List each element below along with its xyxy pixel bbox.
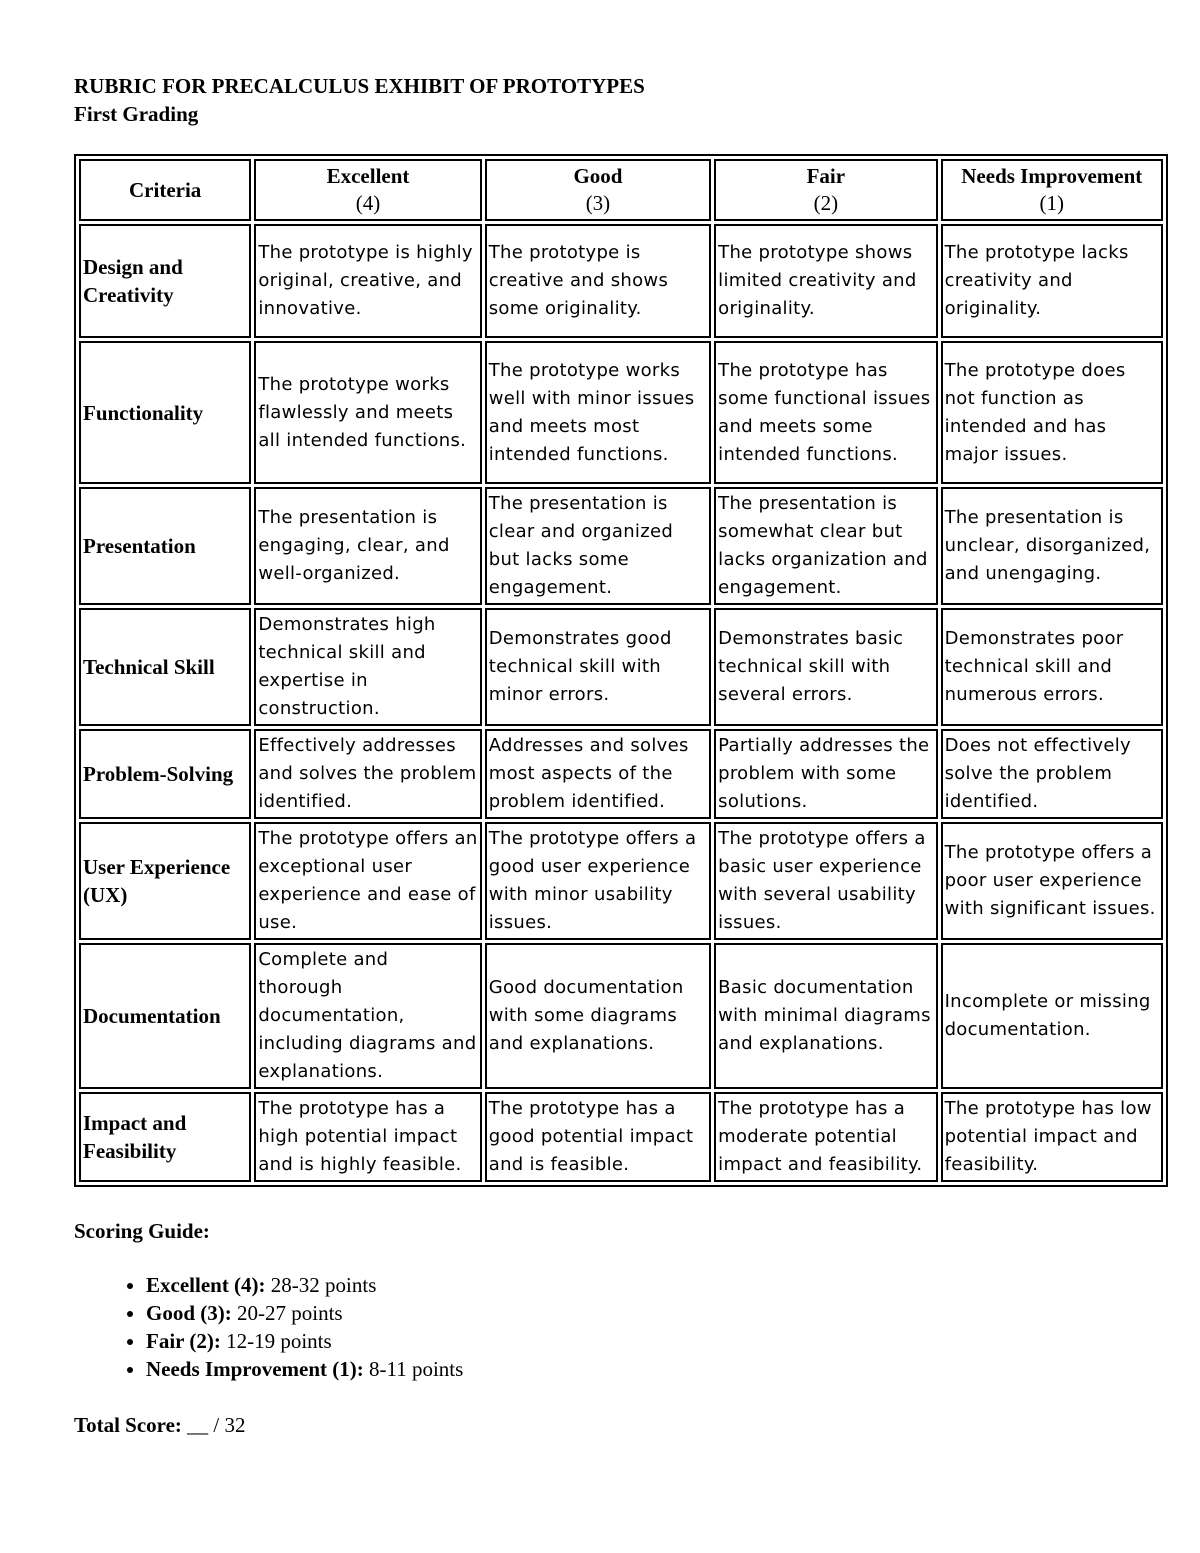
rubric-cell: Effectively addresses and solves the problem identified. bbox=[254, 729, 481, 819]
level-score: (1) bbox=[1039, 191, 1065, 215]
rubric-cell: The prototype has some functional issues and meets some intended functions. bbox=[714, 341, 937, 484]
level-header-fair bbox=[714, 159, 937, 221]
rubric-cell: Incomplete or missing documentation. bbox=[941, 943, 1163, 1089]
rubric-cell: The prototype offers a good user experience with minor usability issues. bbox=[485, 822, 711, 940]
list-item bbox=[146, 1327, 1168, 1355]
rubric-row-design-creativity bbox=[79, 224, 1163, 338]
rubric-cell: The presentation is engaging, clear, and well-organized. bbox=[254, 487, 481, 605]
scoring-level: Needs Improvement (1): bbox=[146, 1357, 364, 1381]
rubric-cell: The prototype has a good potential impact and is feasible. bbox=[485, 1092, 711, 1182]
level-name: Fair bbox=[806, 164, 846, 188]
scoring-level: Excellent (4): bbox=[146, 1273, 266, 1297]
level-score: (2) bbox=[813, 191, 839, 215]
document-subtitle: First Grading bbox=[74, 102, 199, 126]
rubric-row-technical-skill bbox=[79, 608, 1163, 726]
scoring-points: 28-32 points bbox=[270, 1273, 377, 1297]
rubric-cell: Demonstrates basic technical skill with several errors. bbox=[714, 608, 937, 726]
rubric-row-user-experience bbox=[79, 822, 1163, 940]
list-item bbox=[146, 1355, 1168, 1383]
rubric-cell: Partially addresses the problem with some solutions. bbox=[714, 729, 937, 819]
rubric-cell: Demonstrates poor technical skill and numerous errors. bbox=[941, 608, 1163, 726]
rubric-cell: Demonstrates high technical skill and expertise in construction. bbox=[254, 608, 481, 726]
list-item bbox=[146, 1299, 1168, 1327]
rubric-cell: The prototype is highly original, creative, and innovative. bbox=[254, 224, 481, 338]
rubric-row-documentation bbox=[79, 943, 1163, 1089]
level-name: Good bbox=[573, 164, 623, 188]
rubric-cell: Demonstrates good technical skill with minor errors. bbox=[485, 608, 711, 726]
list-item bbox=[146, 1271, 1168, 1299]
rubric-cell: Addresses and solves most aspects of the problem identified. bbox=[485, 729, 711, 819]
rubric-cell: The prototype offers an exceptional user experience and ease of use. bbox=[254, 822, 481, 940]
rubric-cell: The prototype is creative and shows some originality. bbox=[485, 224, 711, 338]
rubric-cell: The presentation is unclear, disorganized, and unengaging. bbox=[941, 487, 1163, 605]
rubric-row-presentation bbox=[79, 487, 1163, 605]
rubric-cell: The prototype shows limited creativity and originality. bbox=[714, 224, 937, 338]
rubric-cell: Does not effectively solve the problem identified. bbox=[941, 729, 1163, 819]
criterion-label: User Experience (UX) bbox=[79, 822, 251, 940]
rubric-row-functionality bbox=[79, 341, 1163, 484]
criterion-label: Problem-Solving bbox=[79, 729, 251, 819]
rubric-cell: The prototype offers a basic user experience with several usability issues. bbox=[714, 822, 937, 940]
level-name: Needs Improvement bbox=[961, 164, 1143, 188]
rubric-cell: The prototype has a high potential impact and is highly feasible. bbox=[254, 1092, 481, 1182]
rubric-cell: The presentation is clear and organized but lacks some engagement. bbox=[485, 487, 711, 605]
criterion-label: Presentation bbox=[79, 487, 251, 605]
rubric-cell: The prototype has a moderate potential impact and feasibility. bbox=[714, 1092, 937, 1182]
criterion-label: Technical Skill bbox=[79, 608, 251, 726]
document-title: RUBRIC FOR PRECALCULUS EXHIBIT OF PROTOTYPES bbox=[74, 74, 645, 98]
rubric-cell: The presentation is somewhat clear but lacks organization and engagement. bbox=[714, 487, 937, 605]
rubric-cell: The prototype works well with minor issues and meets most intended functions. bbox=[485, 341, 711, 484]
scoring-level: Fair (2): bbox=[146, 1329, 221, 1353]
criteria-header: Criteria bbox=[79, 159, 251, 221]
scoring-guide bbox=[74, 1217, 1168, 1383]
rubric-cell: Complete and thorough documentation, including diagrams and explanations. bbox=[254, 943, 481, 1089]
scoring-points: 12-19 points bbox=[226, 1329, 332, 1353]
level-header-good bbox=[485, 159, 711, 221]
total-score-label: Total Score: bbox=[74, 1413, 182, 1437]
rubric-cell: Good documentation with some diagrams and explanations. bbox=[485, 943, 711, 1089]
level-score: (3) bbox=[585, 191, 611, 215]
level-header-excellent bbox=[254, 159, 481, 221]
scoring-points: 8-11 points bbox=[368, 1357, 464, 1381]
rubric-cell: The prototype does not function as intended and has major issues. bbox=[941, 341, 1163, 484]
total-score bbox=[74, 1411, 1168, 1439]
rubric-cell: Basic documentation with minimal diagrams and explanations. bbox=[714, 943, 937, 1089]
scoring-guide-list bbox=[74, 1271, 1168, 1383]
rubric-header-row bbox=[79, 159, 1163, 221]
rubric-cell: The prototype lacks creativity and originality. bbox=[941, 224, 1163, 338]
rubric-cell: The prototype works flawlessly and meets all intended functions. bbox=[254, 341, 481, 484]
level-score: (4) bbox=[355, 191, 381, 215]
criterion-label: Impact and Feasibility bbox=[79, 1092, 251, 1182]
rubric-row-problem-solving bbox=[79, 729, 1163, 819]
criterion-label: Documentation bbox=[79, 943, 251, 1089]
rubric-row-impact-feasibility bbox=[79, 1092, 1163, 1182]
scoring-level: Good (3): bbox=[146, 1301, 232, 1325]
total-score-value: __ / 32 bbox=[187, 1413, 246, 1437]
document-page bbox=[74, 72, 1168, 1439]
level-header-needs-improvement bbox=[941, 159, 1163, 221]
rubric-table bbox=[74, 154, 1168, 1187]
rubric-cell: The prototype has low potential impact and feasibility. bbox=[941, 1092, 1163, 1182]
scoring-guide-title: Scoring Guide: bbox=[74, 1219, 210, 1243]
criterion-label: Design and Creativity bbox=[79, 224, 251, 338]
rubric-cell: The prototype offers a poor user experience with significant issues. bbox=[941, 822, 1163, 940]
criterion-label: Functionality bbox=[79, 341, 251, 484]
level-name: Excellent bbox=[326, 164, 410, 188]
scoring-points: 20-27 points bbox=[237, 1301, 343, 1325]
